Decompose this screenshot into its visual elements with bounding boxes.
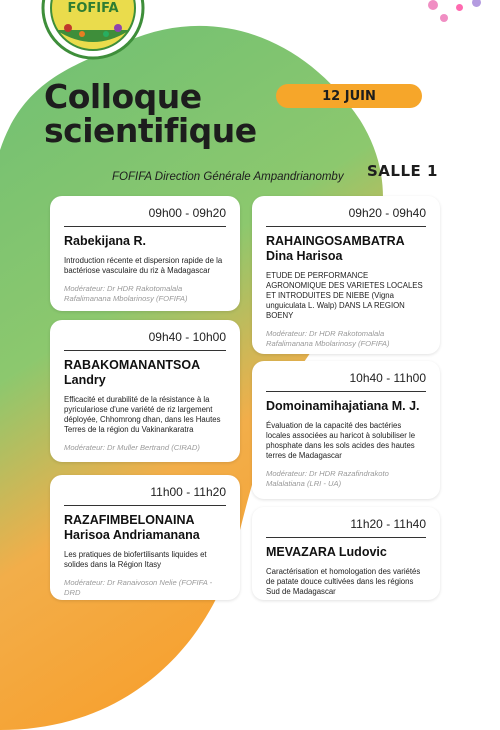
title-line-1: Colloque <box>44 77 202 116</box>
speaker-name-line-1: Rabekijana R. <box>64 234 146 248</box>
session-card <box>50 196 240 311</box>
speaker-name-line-2: Dina Harisoa <box>266 249 343 263</box>
session-card <box>50 320 240 462</box>
session-talk-title: Introduction récente et dispersion rapide de la bactériose vasculaire du riz à Madagascar <box>64 256 223 275</box>
session-moderator: Modérateur: Dr HDR Rakotomalala Rafalimanana Mbolarinosy (FOFIFA) <box>266 329 390 348</box>
session-talk-title: Évaluation de la capacité des bactéries locales associées au haricot à solubiliser le phosphate dans les sols acides des hautes terres de Madagascar <box>266 421 416 460</box>
decorative-dot <box>440 14 448 22</box>
session-talk-title: ETUDE DE PERFORMANCE AGRONOMIQUE DES VARIETES LOCALES ET INTRODUITES DE NIEBE (Vigna unguiculata L. Walp) DANS LA REGION BOENY <box>266 271 423 320</box>
room-label: SALLE 1 <box>367 162 438 180</box>
session-card <box>252 196 440 354</box>
session-card <box>252 507 440 600</box>
speaker-name-line-1: MEVAZARA Ludovic <box>266 545 387 559</box>
session-moderator: Modérateur: Dr HDR Rakotomalala Rafalimanana Mbolarinosy (FOFIFA) <box>64 284 188 303</box>
speaker-name-line-1: Domoinamihajatiana M. J. <box>266 399 420 413</box>
event-title <box>44 77 257 150</box>
session-speaker <box>64 513 226 543</box>
speaker-name-line-2: Harisoa Andriamanana <box>64 528 200 542</box>
speaker-name-line-2: Landry <box>64 373 106 387</box>
session-card <box>252 361 440 499</box>
session-talk-title: Les pratiques de biofertilisants liquides et solides dans la Région Itasy <box>64 550 207 569</box>
session-time: 09h40 - 10h00 <box>64 330 226 351</box>
speaker-name-line-1: RABAKOMANANTSOA <box>64 358 201 372</box>
session-moderator: Modérateur: Dr Ranaivoson Nelie (FOFIFA - DRD <box>64 578 213 597</box>
session-talk-title: Caractérisation et homologation des variétés de patate douce cultivées dans les régions Sud de Madagascar <box>266 567 421 596</box>
session-moderator: Modérateur: Dr Muller Bertrand (CIRAD) <box>64 443 200 452</box>
session-speaker <box>266 399 426 414</box>
session-time: 09h20 - 09h40 <box>266 206 426 227</box>
date-badge: 12 JUIN <box>276 84 422 108</box>
speaker-name-line-1: RAHAINGOSAMBATRA <box>266 234 405 248</box>
decorative-dot <box>428 0 438 10</box>
decorative-dot <box>472 0 481 7</box>
decorative-dot <box>456 4 463 11</box>
title-line-2: scientifique <box>44 111 257 150</box>
session-card <box>50 475 240 600</box>
session-speaker <box>64 358 226 388</box>
session-moderator: Modérateur: Dr HDR Razafindrakoto Malalatiana (LRI - UA) <box>266 469 389 488</box>
session-time: 10h40 - 11h00 <box>266 371 426 392</box>
session-time: 11h00 - 11h20 <box>64 485 226 506</box>
organizer-text: FOFIFA Direction Générale Ampandrianomby <box>112 171 344 183</box>
session-speaker <box>266 545 426 560</box>
session-time: 11h20 - 11h40 <box>266 517 426 538</box>
speaker-name-line-1: RAZAFIMBELONAINA <box>64 513 195 527</box>
svg-text:FOFIFA: FOFIFA <box>67 1 119 16</box>
session-time: 09h00 - 09h20 <box>64 206 226 227</box>
session-speaker <box>64 234 226 249</box>
session-talk-title: Efficacité et durabilité de la résistance à la pyriculariose d'une variété de riz largement déployée, Chhomrong dhan, dans les Hautes Terres de la région du Vakinankaratra <box>64 395 221 434</box>
fofifa-logo <box>38 0 148 62</box>
session-speaker <box>266 234 426 264</box>
